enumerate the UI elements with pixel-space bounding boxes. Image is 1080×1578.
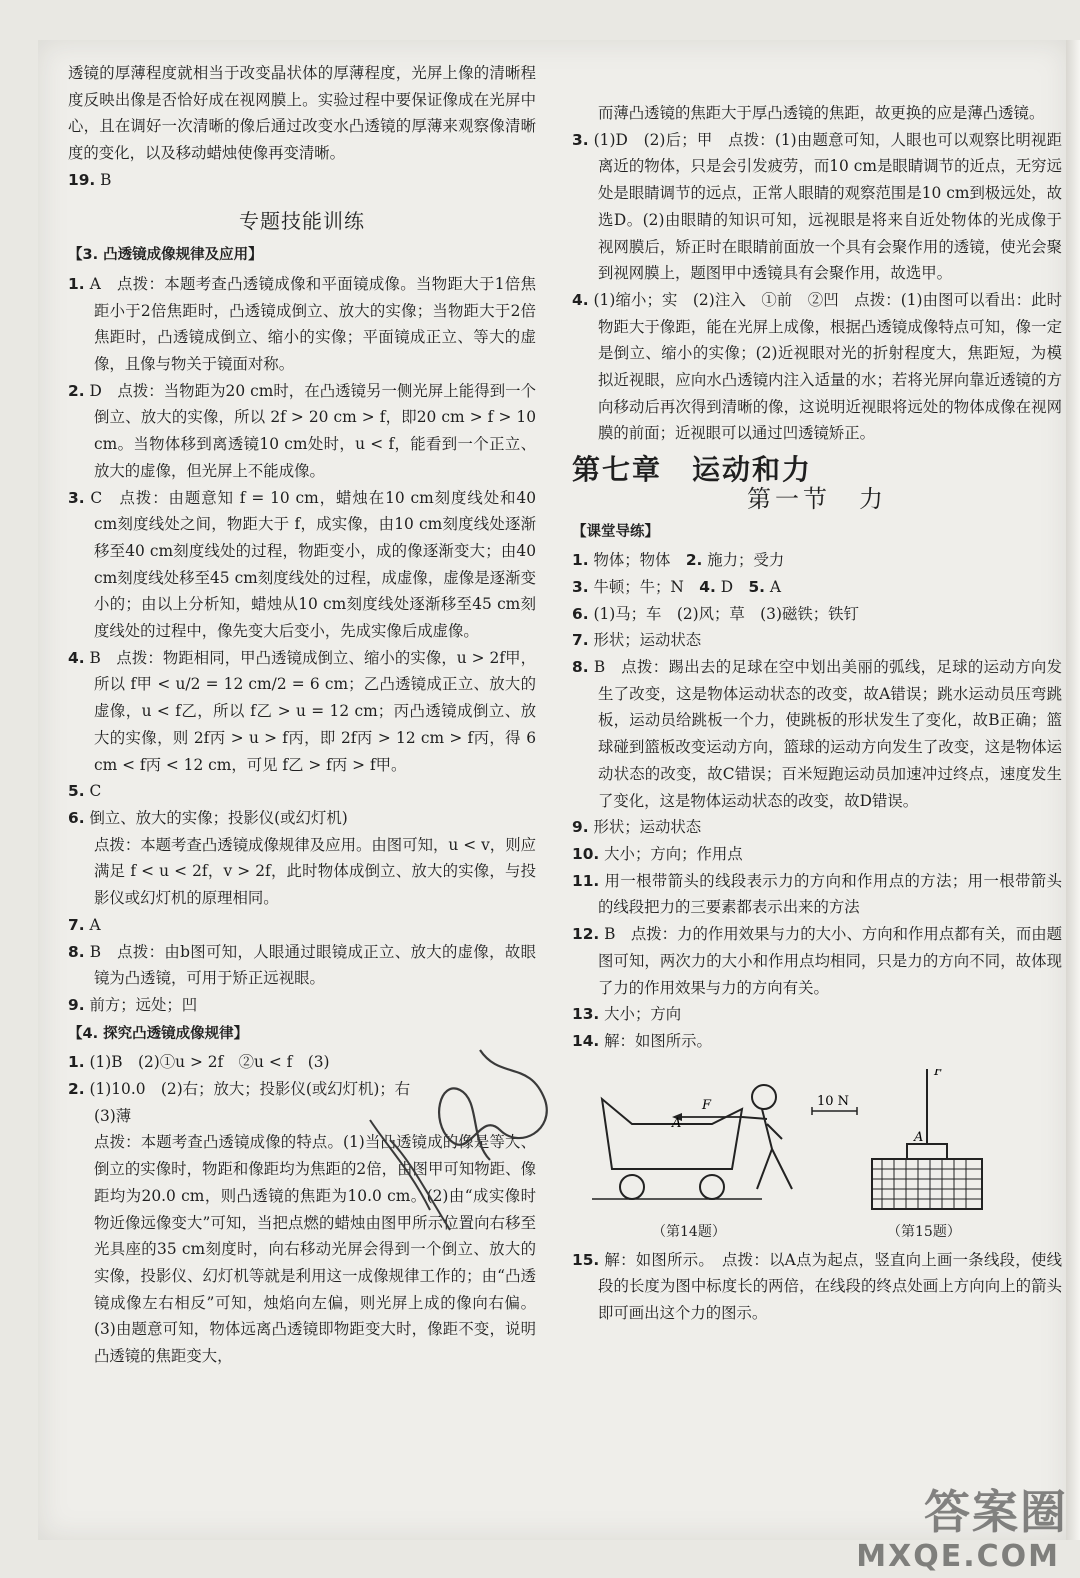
answer-15: 15. 解：如图所示。 点拨：以A点为起点，竖直向上画一条线段，使线段的长度为图中标度长的两倍，在线段的终点处画上方向向上的箭头即可画出这个力的图示。 [572,1250,1062,1323]
answer-line-3: 6. (1)马；车 (2)风；草 (3)磁铁；铁钉 [572,604,859,623]
scale-label: 10 N [817,1093,850,1109]
answer-3-6-note: 点拨：本题考查凸透镜成像规律及应用。由图可知，u < v，则应满足 f < u < 2f，v > 2f，此时物体成倒立、放大的实像，与投影仪或幻灯机的原理相同。 [94,835,536,908]
answer-line-1: 1. 物体；物体 2. 施力；受力 [572,551,785,570]
answer-3-8: 8. B 点拨：由b图可知，人眼通过眼镜成正立、放大的虚像，故眼镜为凸透镜，可用于矫正远视眼。 [68,942,536,988]
cart-figure [592,1085,792,1199]
answer-4-2-note: 点拨：本题考查凸透镜成像的特点。(1)当凸透镜成的像是等大、倒立的实像时，物距和像距均为焦距的2倍，由图甲可知物距、像距均为20.0 cm，则凸透镜的焦距为10.0 cm。(2)由“成实像时物近像远像变大”可知，当把点燃的蜡烛由图甲所示位置向右移至光具座的35 cm刻度时，向右移动光屏会得到一个倒立、放大的实像，投影仪、幻灯机等就是利用这一成像规律工作的；由“凸透镜成像左右相反”可知，烛焰向左偏，则光屏上成的像向右偏。(3)由题意可知，物体远离凸透镜即物距变大时，像距不变，说明凸透镜的焦距变大， [94,1133,536,1366]
answer-3-6: 6. 倒立、放大的实像；投影仪(或幻灯机) [68,808,348,827]
chapter-title: 第七章 运动和力 [572,453,813,487]
answer-4-1: 1. (1)B (2)①u > 2f ②u < f (3) [68,1053,330,1072]
page-edge [1066,40,1080,1540]
answer-4-2-sub: (3)薄 [94,1106,132,1125]
label-F-14: F [702,1097,712,1113]
answer-12: 12. B 点拨：力的作用效果与力的大小、方向和作用点都有关，而由题图可知，两次力的大小和作用点均相同，只是力的方向不同，故体现了力的作用效果与力的方向有关。 [572,925,1062,997]
answer-3-1: 1. A 点拨：本题考查凸透镜成像和平面镜成像。当物距大于1倍焦距小于2倍焦距时，凸透镜成倒立、放大的实像；当物距大于2倍焦距时，凸透镜成倒立、缩小的实像；平面镜成正立、等大的虚像，且像与物关于镜面对称。 [68,274,536,374]
class-practice-title: 【课堂导练】 [572,523,659,540]
answer-11: 11. 用一根带箭头的线段表示力的方向和作用点的方法；用一根带箭头的线段把力的三要素都表示出来的方法 [572,871,1062,917]
answer-r-4: 4. (1)缩小；实 (2)注入 ①前 ②凹 点拨：(1)由图可以看出：此时物距大于像距，能在光屏上成像，根据凸透镜成像特点可知，像一定是倒立、缩小的实像；(2)近视眼对光的折射程度大，焦距短，为模拟近视眼，应向水凸透镜内注入适量的水；若将光屏向靠近透镜的方向移动后再次得到清晰的像，这说明近视眼将远处的物体成像在视网膜的前面；近视眼可以通过凹透镜矫正。 [572,290,1062,443]
basket-figure [872,1069,982,1209]
answer-cont: 而薄凸透镜的焦距大于厚凸透镜的焦距，故更换的应是薄凸透镜。 [598,104,1045,122]
answer-4-2: 2. (1)10.0 (2)右；放大；投影仪(或幻灯机)；右 [68,1080,411,1099]
answer-9: 9. 形状；运动状态 [572,818,702,837]
answer-14: 14. 解：如图所示。 [572,1031,712,1050]
answer-19: 19. B [68,170,112,189]
section-title: 专题技能训练 [239,208,365,233]
right-column [572,100,1062,1327]
answer-3-4: 4. B 点拨：物距相同，甲凸透镜成倒立、缩小的实像，u > 2f甲，所以 f甲 < u/2 = 12 cm/2 = 6 cm；乙凸透镜成正立、放大的虚像，u < f乙，所以 f乙 > u = 12 cm；丙凸透镜成倒立、放大的实像，则 2f丙 > u > f丙，即 2f丙 > 12 cm > f丙，得 6 cm < f丙 < 12 cm，可见 f乙 > f丙 > f甲。 [68,648,536,774]
answer-line-4: 7. 形状；运动状态 [572,631,702,650]
subsection-4-title: 【4. 探究凸透镜成像规律】 [68,1025,249,1042]
watermark-url: MXQE.COM [856,1539,1060,1574]
answer-r-3: 3. (1)D (2)后；甲 点拨：(1)由题意可知，人眼也可以观察比明视距离近的物体，只是会引发疲劳，而10 cm是眼睛调节的近点，无穷远处是眼睛调节的远点，正常人眼睛的观察范围是10 cm到极远处，故选D。(2)由眼睛的知识可知，远视眼是将来自近处物体的光成像于视网膜后，矫正时在眼睛前面放一个具有会聚作用的透镜，使光会聚到视网膜上，题图甲中透镜具有会聚作用，故选甲。 [572,130,1062,283]
lesson-title: 第一节 力 [747,484,887,513]
answer-3-9: 9. 前方；远处；凹 [68,995,198,1014]
handwritten-scribble [330,1040,560,1240]
label-F-15: F [934,1068,944,1079]
label-A-14: A [672,1115,682,1131]
figures [572,1069,1062,1219]
answer-3-7: 7. A [68,915,101,934]
answer-13: 13. 大小；方向 [572,1005,682,1024]
figure-14-caption: （第14题） [652,1223,726,1240]
subsection-3-title: 【3. 凸透镜成像规律及应用】 [68,247,263,264]
intro-paragraph: 透镜的厚薄程度就相当于改变晶状体的厚薄程度，光屏上像的清晰程度反映出像是否恰好成在视网膜上。实验过程中要保证像成在光屏中心，且在调好一次清晰的像后通过改变水凸透镜的厚薄来观察像清晰度的变化，以及移动蜡烛使像再变清晰。 [68,64,536,163]
figure-row [572,1069,1062,1219]
answer-8: 8. B 点拨：踢出去的足球在空中划出美丽的弧线，足球的运动方向发生了改变，这是物体运动状态的改变，故A错误；跳水运动员压弯跳板，运动员给跳板一个力，使跳板的形状发生了变化，故B正确；篮球碰到篮板改变运动方向，篮球的运动方向发生了改变，这是物体运动状态的改变，故C错误；百米短跑运动员加速冲过终点，速度发生了变化，这是物体运动状态的改变，故D错误。 [572,658,1062,810]
figure-15-caption: （第15题） [887,1223,961,1240]
answer-10: 10. 大小；方向；作用点 [572,844,743,863]
label-A-15: A [914,1129,924,1145]
watermark-logo: 答案圈 [924,1485,1068,1539]
answer-3-2: 2. D 点拨：当物距为20 cm时，在凸透镜另一侧光屏上能得到一个倒立、放大的实像，所以 2f > 20 cm > f，即20 cm > f > 10 cm。当物体移到离透镜10 cm处时，u < f，能看到一个正立、放大的虚像，但光屏上不能成像。 [68,381,536,480]
answer-3-5: 5. C [68,782,102,801]
scale-figure [812,1094,857,1115]
answer-line-2: 3. 牛顿；牛；N 4. D 5. A [572,577,782,596]
answer-3-3: 3. C 点拨：由题意知 f = 10 cm，蜡烛在10 cm刻度线处和40 cm刻度线处之间，物距大于 f，成实像，由10 cm刻度线处逐渐移至40 cm刻度线处的过程，物距变小，成的像逐渐变大；由40 cm刻度线处移至45 cm刻度线处的过程，成虚像，虚像是逐渐变小的；由以上分析知，蜡烛从10 cm刻度线处逐渐移至45 cm刻度线处的过程中，像先变大后变小，先成实像后成虚像。 [68,488,536,641]
